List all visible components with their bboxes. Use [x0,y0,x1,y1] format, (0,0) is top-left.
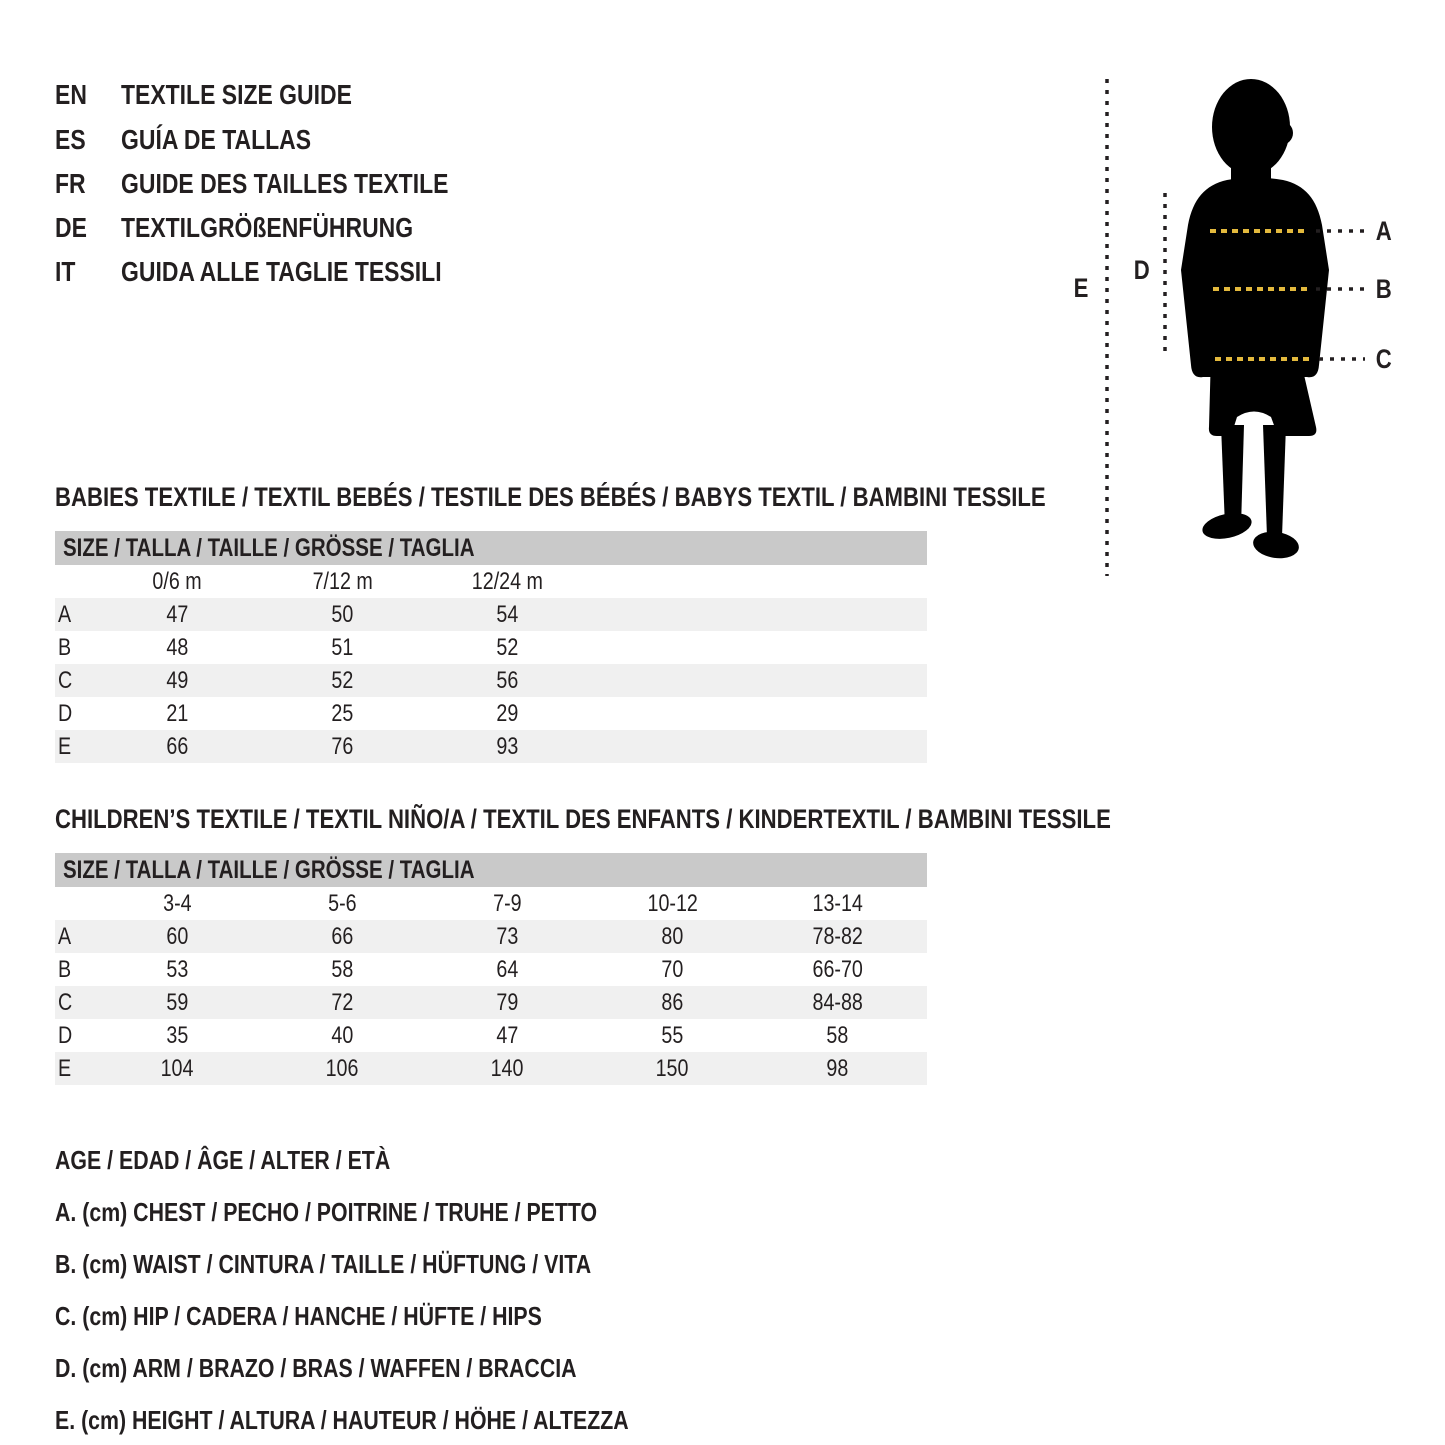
figure-label-c: C [1375,344,1392,374]
cell: 66-70 [812,956,863,983]
language-row-en [55,80,403,110]
cell: 93 [496,733,519,760]
legend-line-height: E. (cm) HEIGHT / ALTURA / HAUTEUR / HÖHE / ALTEZZA [55,1405,629,1435]
cell: 140 [491,1055,524,1082]
cell: 98 [826,1055,849,1082]
left-shoe [1200,509,1254,543]
cell: 47 [496,1022,519,1049]
cell: 106 [326,1055,359,1082]
cell: 66 [166,733,189,760]
table-row [55,697,927,730]
column-header: 5-6 [328,890,357,917]
language-row-it [55,257,512,287]
figure-label-d: D [1133,255,1150,285]
cell: 47 [166,601,189,628]
cell: 78-82 [812,923,863,950]
cell: 66 [331,923,354,950]
cell: 150 [656,1055,689,1082]
size-header-bar: SIZE / TALLA / TAILLE / GRÖSSE / TAGLIA [55,531,927,565]
cell: 86 [661,989,684,1016]
legend-line-arm: D. (cm) ARM / BRAZO / BRAS / WAFFEN / BRACCIA [55,1353,577,1383]
cell: 53 [166,956,189,983]
language-title: TEXTILGRÖßENFÜHRUNG [121,212,414,243]
table-row [55,986,927,1019]
language-title: GUIDA ALLE TAGLIE TESSILI [121,256,442,287]
figure-label-b: B [1375,274,1392,304]
legend-line-hip: C. (cm) HIP / CADERA / HANCHE / HÜFTE / HIPS [55,1301,542,1331]
cell: 21 [166,700,189,727]
legend-line-waist: B. (cm) WAIST / CINTURA / TAILLE / HÜFTUNG / VITA [55,1249,592,1279]
column-header: 13-14 [812,890,863,917]
language-title: GUÍA DE TALLAS [121,124,312,155]
right-leg [1263,425,1286,537]
cell: 73 [496,923,519,950]
column-header: 7/12 m [312,568,373,595]
column-header: 10-12 [647,890,698,917]
cell: 56 [496,667,519,694]
column-header-row [55,887,927,920]
language-code: DE [55,212,87,243]
language-code: IT [55,256,76,287]
table-row [55,953,927,986]
cell: 35 [166,1022,189,1049]
cell: 51 [331,634,354,661]
cell: 58 [826,1022,849,1049]
size-header-bar: SIZE / TALLA / TAILLE / GRÖSSE / TAGLIA [55,853,927,887]
language-title: TEXTILE SIZE GUIDE [121,79,352,110]
language-code: ES [55,124,86,155]
table-row [55,920,927,953]
figure-label-a: A [1375,216,1392,246]
column-header-row [55,565,927,598]
column-header: 7-9 [493,890,522,917]
cell: 50 [331,601,354,628]
cell: 48 [166,634,189,661]
row-label: E [58,733,72,760]
cell: 72 [331,989,354,1016]
column-header: 0/6 m [152,568,203,595]
cell: 80 [661,923,684,950]
row-label: C [58,667,73,694]
measurement-figure [1060,60,1445,600]
row-label: A [58,923,72,950]
table-row [55,730,927,763]
cell: 54 [496,601,519,628]
cell: 49 [166,667,189,694]
table-row [55,1019,927,1052]
cell: 29 [496,700,519,727]
column-header: 12/24 m [471,568,544,595]
table-row [55,598,927,631]
table-row [55,631,927,664]
babies-section-title: BABIES TEXTILE / TEXTIL BEBÉS / TESTILE DES BÉBÉS / BABYS TEXTIL / BAMBINI TESSILE [55,482,1046,512]
column-header: 3-4 [163,890,192,917]
cell: 52 [331,667,354,694]
row-label: D [58,1022,73,1049]
cell: 76 [331,733,354,760]
cell: 84-88 [812,989,863,1016]
table-row [55,664,927,697]
row-label: C [58,989,73,1016]
language-row-de [55,213,477,243]
language-code: EN [55,79,87,110]
cell: 70 [661,956,684,983]
language-row-es [55,125,353,155]
cell: 25 [331,700,354,727]
language-code: FR [55,168,86,199]
cell: 79 [496,989,519,1016]
right-shoe [1251,529,1300,561]
babies-size-table [55,531,927,763]
row-label: E [58,1055,72,1082]
legend-line-chest: A. (cm) CHEST / PECHO / POITRINE / TRUHE / PETTO [55,1197,598,1227]
row-label: D [58,700,73,727]
cell: 52 [496,634,519,661]
children-size-table [55,853,927,1085]
cell: 58 [331,956,354,983]
row-label: B [58,634,72,661]
cell: 104 [161,1055,194,1082]
child-silhouette-graphic [1060,60,1445,600]
cell: 55 [661,1022,684,1049]
legend-line-age: AGE / EDAD / ÂGE / ALTER / ETÀ [55,1145,391,1175]
cell: 60 [166,923,189,950]
children-section-title: CHILDREN’S TEXTILE / TEXTIL NIÑO/A / TEXTIL DES ENFANTS / KINDERTEXTIL / BAMBINI TESSILE [55,804,1111,834]
language-row-fr [55,169,520,199]
row-label: B [58,956,72,983]
table-row [55,1052,927,1085]
hair-curl [1269,121,1293,145]
cell: 40 [331,1022,354,1049]
cell: 64 [496,956,519,983]
cell: 59 [166,989,189,1016]
language-title: GUIDE DES TAILLES TEXTILE [121,168,449,199]
left-leg [1221,425,1244,527]
figure-label-e: E [1073,273,1089,303]
row-label: A [58,601,72,628]
